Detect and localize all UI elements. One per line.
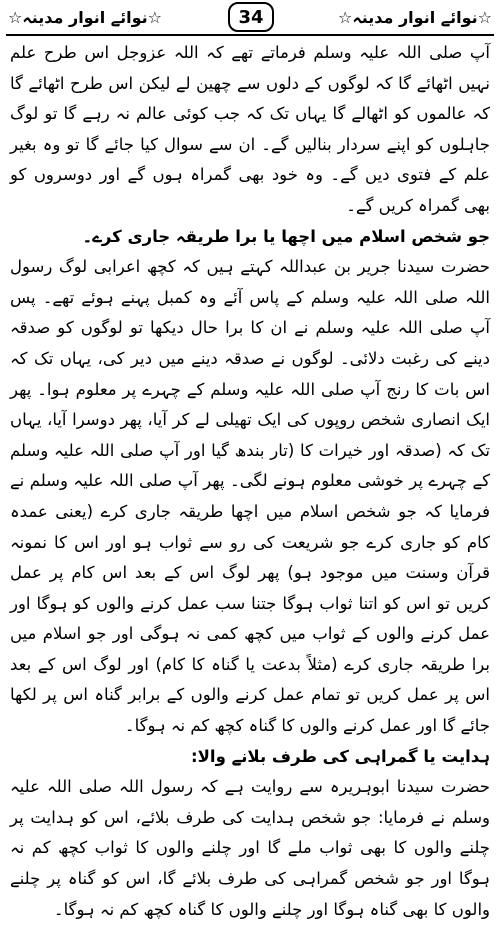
section-heading-guidance: ہدایت یا گمراہی کی طرف بلانے والا: — [191, 746, 490, 766]
page-header — [0, 0, 500, 40]
paragraph-jarir-hadith: حضرت سیدنا جریر بن عبداللہ کہتے ہیں کہ کچھ اعرابی لوگ رسول اللہ صلی اللہ علیہ وسلم کے پاس آئے وہ کمبل پہنے ہوئے تھے۔ پس آپ صلی اللہ علیہ وسلم نے ان کا برا حال دیکھا تو لوگوں کو صدقہ دینے کی رغبت دلائی۔ لوگوں نے صدقہ دینے میں دیر کی، یہاں تک کہ اس بات کا رنج آپ صلی اللہ علیہ وسلم کے چہرے پر معلوم ہوا۔ پھر ایک انصاری شخص روپوں کی ایک تھیلی لے کر آیا، پھر دوسرا آیا، یہاں تک کہ (صدقہ اور خیرات کا (تار بندھ گیا اور آپ صلی اللہ علیہ وسلم کے چہرے پر خوشی معلوم ہونے لگی۔ پھر آپ صلی اللہ علیہ وسلم نے فرمایا کہ جو شخص اسلام میں اچھا طریقہ جاری کرے (یعنی عمدہ کام کو جاری کرے جو شریعت کی رو سے ثواب ہو اور اس کا نمونہ قرآن وسنت میں موجود ہو) پھر لوگ اس کے بعد اس کام پر عمل کریں تو اس کو اتنا ثواب ہوگا جتنا سب عمل کرنے والوں کو ہوگا اور عمل کرنے والوں کے ثواب میں کچھ کمی نہ ہوگی اور جو اسلام میں برا طریقہ جاری کرے (مثلاً بدعت یا گناہ کا کام) اور لوگ اس کے بعد اس پر عمل کریں تو تمام عمل کرنے والوں کے برابر گناہ اس پر لکھا جائے گا اور عمل کرنے والوں کا گناہ کچھ کم نہ ہوگا۔ — [10, 257, 490, 736]
body-text — [10, 38, 490, 925]
header-rule — [6, 34, 494, 36]
paragraph-knowledge: آپ صلی اللہ علیہ وسلم فرماتے تھے کہ اللہ عزوجل اس طرح علم نہیں اٹھائے گا کہ لوگوں کے دلوں سے چھین لے لیکن اس طرح اٹھائے گا کہ عالموں کو اٹھالے گا یہاں تک کہ جب کوئی عالم نہ رہے گا تو لوگ جاہلوں کو اپنے سردار بنالیں گے۔ ان سے سوال کیا جائے گا تو وہ بغیر علم کے فتوی دیں گے۔ وہ خود بھی گمراہ ہوں گے اور دوسروں کو بھی گمراہ کریں گے۔ — [10, 43, 490, 215]
page-number: 34 — [228, 2, 274, 32]
running-title-right: ☆نوائے انوار مدینہ☆ — [337, 8, 492, 27]
paragraph-abu-hurairah-hadith: حضرت سیدنا ابوہریرہ سے روایت ہے کہ رسول اللہ صلی اللہ علیہ وسلم نے فرمایا: جو شخص ہدایت کی طرف بلائے، اس کو ہدایت پر چلنے والوں کا بھی ثواب ملے گا اور چلنے والوں کا ثواب کچھ کم نہ ہوگا اور جو شخص گمراہی کی طرف بلائے گا، اس کو گناہ پر چلنے والوں کا بھی گناہ ہوگا اور چلنے والوں کا گناہ کچھ کم نہ ہوگا۔ — [10, 777, 490, 919]
section-heading-practice: جو شخص اسلام میں اچھا یا برا طریقہ جاری کرے۔ — [82, 226, 490, 246]
running-title-left: ☆نوائے انوار مدینہ☆ — [8, 8, 163, 27]
